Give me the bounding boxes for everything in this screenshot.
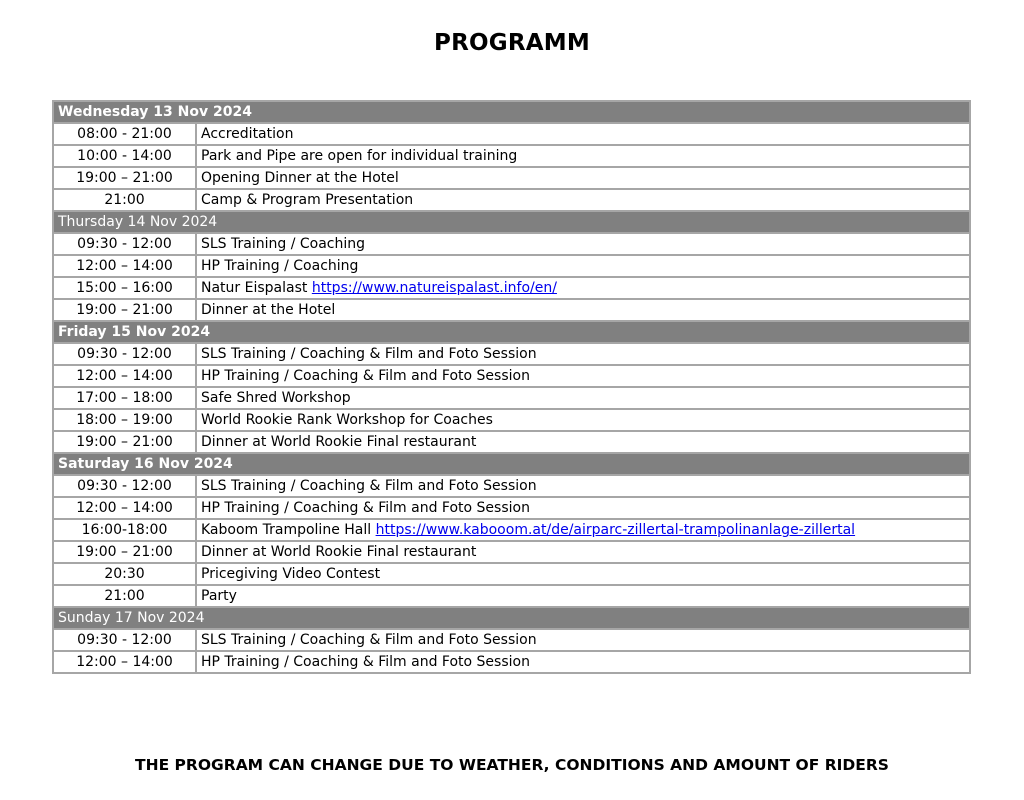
- event-time: 09:30 - 12:00: [53, 475, 196, 497]
- event-description: SLS Training / Coaching & Film and Foto Session: [201, 632, 537, 648]
- event-description: Accreditation: [201, 126, 294, 142]
- event-time: 12:00 – 14:00: [53, 497, 196, 519]
- event-description: Dinner at World Rookie Final restaurant: [201, 434, 477, 450]
- event-description: Natur Eispalast: [201, 280, 312, 296]
- event-description-cell: [196, 563, 970, 585]
- event-description-cell: [196, 431, 970, 453]
- event-row: [53, 343, 970, 365]
- event-row: [53, 475, 970, 497]
- page-title: PROGRAMM: [434, 30, 590, 56]
- program-body: [53, 101, 970, 673]
- event-description: HP Training / Coaching & Film and Foto Session: [201, 368, 530, 384]
- event-time: 09:30 - 12:00: [53, 233, 196, 255]
- event-description: HP Training / Coaching & Film and Foto Session: [201, 500, 530, 516]
- event-time: 20:30: [53, 563, 196, 585]
- event-row: [53, 497, 970, 519]
- program-table: [52, 100, 971, 674]
- day-header-row: [53, 607, 970, 629]
- event-description: SLS Training / Coaching & Film and Foto Session: [201, 478, 537, 494]
- event-row: [53, 519, 970, 541]
- event-link[interactable]: https://www.kabooom.at/de/airparc-zillertal-trampolinanlage-zillertal: [375, 522, 856, 538]
- event-description-cell: [196, 409, 970, 431]
- event-time: 19:00 – 21:00: [53, 299, 196, 321]
- day-header-row: [53, 101, 970, 123]
- event-description-cell: [196, 651, 970, 673]
- event-description: Opening Dinner at the Hotel: [201, 170, 399, 186]
- event-description: World Rookie Rank Workshop for Coaches: [201, 412, 493, 428]
- event-description: SLS Training / Coaching & Film and Foto Session: [201, 346, 537, 362]
- event-time: 19:00 – 21:00: [53, 541, 196, 563]
- day-header: Sunday 17 Nov 2024: [53, 607, 970, 629]
- day-header: Saturday 16 Nov 2024: [53, 453, 970, 475]
- event-time: 19:00 – 21:00: [53, 431, 196, 453]
- event-row: [53, 365, 970, 387]
- day-header: Thursday 14 Nov 2024: [53, 211, 970, 233]
- event-time: 16:00-18:00: [53, 519, 196, 541]
- event-time: 12:00 – 14:00: [53, 255, 196, 277]
- event-description: HP Training / Coaching: [201, 258, 359, 274]
- day-header-row: [53, 211, 970, 233]
- event-time: 12:00 – 14:00: [53, 651, 196, 673]
- event-description-cell: [196, 167, 970, 189]
- event-row: [53, 651, 970, 673]
- event-description-cell: [196, 255, 970, 277]
- event-description: Pricegiving Video Contest: [201, 566, 381, 582]
- day-header-row: [53, 453, 970, 475]
- event-description: Dinner at the Hotel: [201, 302, 336, 318]
- event-description: HP Training / Coaching & Film and Foto Session: [201, 654, 530, 670]
- event-description-cell: [196, 145, 970, 167]
- event-time: 19:00 – 21:00: [53, 167, 196, 189]
- event-time: 18:00 – 19:00: [53, 409, 196, 431]
- event-row: [53, 189, 970, 211]
- event-row: [53, 233, 970, 255]
- event-row: [53, 255, 970, 277]
- event-row: [53, 431, 970, 453]
- event-time: 21:00: [53, 189, 196, 211]
- event-description: Kaboom Trampoline Hall: [201, 522, 376, 538]
- day-header-row: [53, 321, 970, 343]
- event-description: SLS Training / Coaching: [201, 236, 366, 252]
- event-row: [53, 563, 970, 585]
- event-row: [53, 167, 970, 189]
- event-time: 09:30 - 12:00: [53, 343, 196, 365]
- event-row: [53, 541, 970, 563]
- event-description: Camp & Program Presentation: [201, 192, 414, 208]
- event-description-cell: [196, 387, 970, 409]
- day-header: Wednesday 13 Nov 2024: [53, 101, 970, 123]
- event-description-cell: [196, 497, 970, 519]
- event-row: [53, 145, 970, 167]
- event-row: [53, 277, 970, 299]
- event-time: 17:00 – 18:00: [53, 387, 196, 409]
- event-description-cell: [196, 233, 970, 255]
- event-time: 09:30 - 12:00: [53, 629, 196, 651]
- event-description: Park and Pipe are open for individual training: [201, 148, 518, 164]
- event-row: [53, 299, 970, 321]
- event-description: Safe Shred Workshop: [201, 390, 351, 406]
- event-row: [53, 387, 970, 409]
- event-time: 10:00 - 14:00: [53, 145, 196, 167]
- event-description-cell: [196, 629, 970, 651]
- event-description-cell: [196, 365, 970, 387]
- event-description-cell: [196, 343, 970, 365]
- event-description-cell: [196, 299, 970, 321]
- event-description-cell: [196, 541, 970, 563]
- day-header: Friday 15 Nov 2024: [53, 321, 970, 343]
- event-description-cell: [196, 519, 970, 541]
- event-description-cell: [196, 123, 970, 145]
- event-link[interactable]: https://www.natureispalast.info/en/: [311, 280, 557, 296]
- event-description: Party: [201, 588, 237, 604]
- event-row: [53, 409, 970, 431]
- event-row: [53, 629, 970, 651]
- event-description-cell: [196, 189, 970, 211]
- event-row: [53, 123, 970, 145]
- event-time: 12:00 – 14:00: [53, 365, 196, 387]
- event-description: Dinner at World Rookie Final restaurant: [201, 544, 477, 560]
- event-row: [53, 585, 970, 607]
- footer-note: THE PROGRAM CAN CHANGE DUE TO WEATHER, CONDITIONS AND AMOUNT OF RIDERS: [135, 756, 889, 774]
- event-description-cell: [196, 277, 970, 299]
- event-description-cell: [196, 475, 970, 497]
- event-description-cell: [196, 585, 970, 607]
- event-time: 21:00: [53, 585, 196, 607]
- event-time: 15:00 – 16:00: [53, 277, 196, 299]
- event-time: 08:00 - 21:00: [53, 123, 196, 145]
